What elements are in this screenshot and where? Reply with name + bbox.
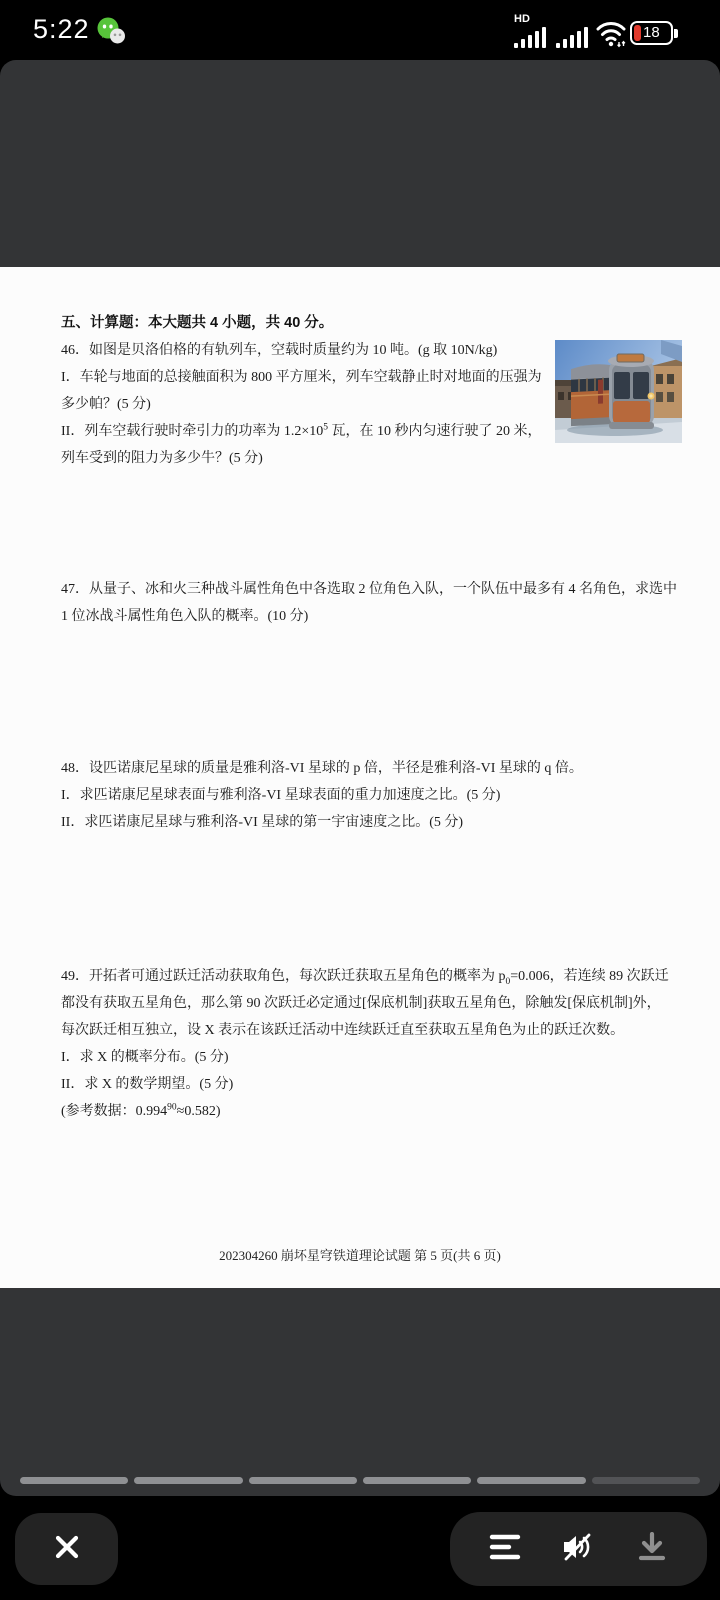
superscript: 90: [167, 1102, 177, 1113]
question-line: I．求匹诺康尼星球表面与雅利洛-VI 星球表面的重力加速度之比。(5 分): [61, 788, 501, 803]
progress-segment[interactable]: [20, 1477, 128, 1484]
action-pill: [450, 1512, 707, 1586]
question-line: I．求 X 的概率分布。(5 分): [61, 1050, 229, 1065]
question-line: I．车轮与地面的总接触面积为 800 平方厘米，列车空载静止时对地面的压强为: [61, 370, 542, 385]
download-icon: [636, 1532, 668, 1567]
question-line: 47．从量子、冰和火三种战斗属性角色中各选取 2 位角色入队，一个队伍中最多有 4 名角色，求选中: [61, 582, 677, 597]
progress-bar[interactable]: [20, 1477, 700, 1484]
question-line: II．列车空载行驶时牵引力的功率为 $1.2\times 10^5$ 瓦，在 10 秒内匀速行驶了 20 米，: [61, 422, 542, 439]
progress-segment[interactable]: [363, 1477, 471, 1484]
question-47: [61, 576, 720, 630]
progress-segment[interactable]: [477, 1477, 585, 1484]
status-bar: [0, 0, 720, 60]
question-line: (参考数据：$0.994^{90}\approx 0.582$): [61, 1102, 221, 1119]
question-49: [61, 963, 720, 1125]
wechat-icon: [96, 16, 126, 46]
battery-level-fill: [634, 25, 641, 41]
close-button[interactable]: [15, 1513, 118, 1585]
progress-segment[interactable]: [592, 1477, 700, 1484]
battery-percent: 18: [643, 24, 660, 41]
signal-bars-icon: [514, 24, 552, 48]
exam-page[interactable]: [0, 267, 720, 1288]
tram-photo: [555, 340, 682, 443]
clock: 5:22: [33, 14, 90, 44]
question-line: 多少帕？(5 分): [61, 397, 151, 412]
transcript-button[interactable]: [475, 1525, 535, 1573]
question-line: 49．开拓者可通过跃迁活动获取角色，每次跃迁获取五星角色的概率为 $p_0=0.006$，若连续 89 次跃迁: [61, 969, 669, 987]
question-line: 46．如图是贝洛伯格的有轨列车，空载时质量约为 10 吨。(g 取 10N/kg): [61, 343, 498, 358]
question-line: 列车受到的阻力为多少牛？(5 分): [61, 451, 263, 466]
question-line: 48．设匹诺康尼星球的质量是雅利洛-VI 星球的 p 倍，半径是雅利洛-VI 星球的 q 倍。: [61, 761, 583, 776]
signal-bars-icon: [556, 24, 594, 48]
transcript-icon: [489, 1533, 521, 1566]
download-button[interactable]: [622, 1525, 682, 1573]
question-line: 每次跃迁相互独立，设 X 表示在该跃迁活动中连续跃迁直至获取五星角色为止的跃迁次数。: [61, 1023, 625, 1038]
progress-segment[interactable]: [249, 1477, 357, 1484]
hd-indicator: HD: [514, 13, 530, 25]
section-heading: 五、计算题：本大题共 4 小题，共 40 分。: [61, 315, 334, 331]
superscript: 5: [323, 422, 328, 433]
question-line: 1 位冰战斗属性角色入队的概率。(10 分): [61, 609, 309, 624]
question-line: II．求匹诺康尼星球与雅利洛-VI 星球的第一宇宙速度之比。(5 分): [61, 815, 464, 830]
battery-tip: [674, 29, 678, 38]
page-footer: 202304260 崩坏星穹铁道理论试题 第 5 页(共 6 页): [219, 1248, 501, 1263]
question-48: [61, 755, 720, 836]
close-icon: [51, 1531, 83, 1568]
battery-icon: [630, 21, 673, 45]
progress-segment[interactable]: [134, 1477, 242, 1484]
wifi-icon: [596, 20, 628, 53]
subscript: 0: [505, 976, 511, 987]
question-line: II．求 X 的数学期望。(5 分): [61, 1077, 234, 1092]
question-line: 都没有获取五星角色，那么第 90 次跃迁必定通过[保底机制]获取五星角色，除触发[保底机制]外，: [61, 996, 661, 1011]
speaker-muted-icon: [561, 1532, 595, 1567]
mute-button[interactable]: [548, 1525, 608, 1573]
document-viewer-panel: [0, 60, 720, 1496]
